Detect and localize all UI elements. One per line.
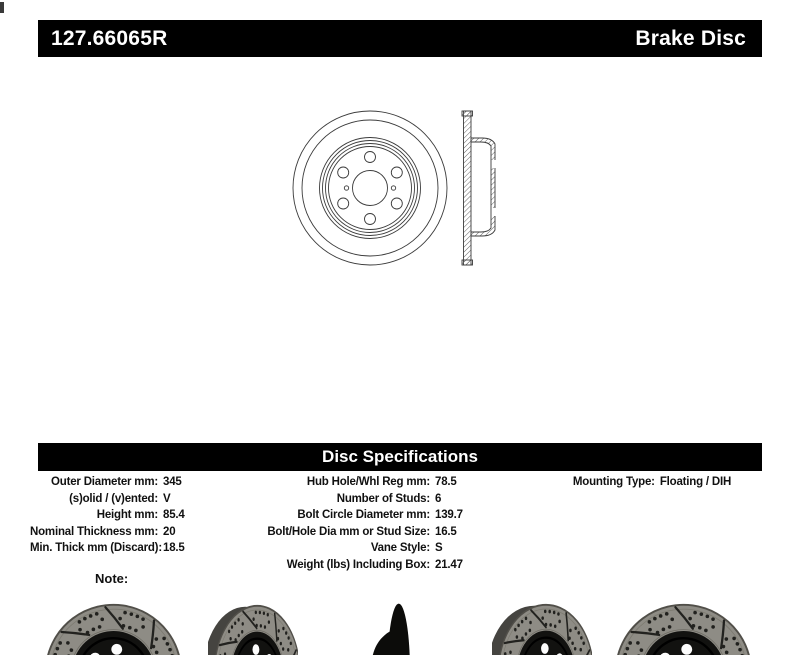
spec-column-middle	[250, 474, 463, 574]
rotor-photo-svg	[42, 601, 185, 655]
product-photo-three-quarter	[208, 602, 298, 655]
product-photo-side-profile	[345, 601, 423, 655]
technical-drawing	[286, 98, 524, 280]
spec-row: Nominal Thickness mm: 20	[30, 525, 176, 538]
spec-row: Bolt Circle Diameter mm: 139.7	[297, 509, 463, 522]
spec-row: Hub Hole/Whl Reg mm: 78.5	[306, 476, 457, 488]
spec-row: Vane Style: S	[370, 542, 443, 555]
technical-drawing-svg	[286, 98, 524, 280]
product-photo-front-left	[42, 601, 185, 655]
scan-edge-artifact	[0, 2, 4, 13]
spec-header-bar	[38, 443, 762, 471]
note-label: Note:	[95, 571, 129, 586]
spec-column-left	[30, 474, 185, 557]
spec-row: Height mm: 85.4	[96, 509, 185, 522]
rotor-photo-svg	[492, 601, 592, 655]
disc-front-view-drawing	[293, 111, 447, 265]
spec-row: Outer Diameter mm: 345	[51, 476, 182, 488]
rotor-photo-svg	[345, 601, 423, 655]
spec-row: Bolt/Hole Dia mm or Stud Size: 16.5	[267, 525, 457, 538]
header-bar	[38, 20, 762, 57]
spec-column-right	[540, 474, 764, 491]
product-photo-row	[0, 298, 800, 446]
spec-row: (s)olid / (v)ented: V	[69, 492, 171, 505]
rotor-photo-svg	[208, 602, 298, 655]
product-photo-front-right	[612, 601, 755, 655]
product-title: Brake Disc	[635, 26, 746, 50]
rotor-photo-svg	[612, 601, 755, 655]
part-number: 127.66065R	[51, 26, 168, 50]
spec-row: Weight (lbs) Including Box: 21.47	[286, 558, 463, 571]
spec-row: Number of Studs: 6	[336, 492, 442, 505]
product-photo-three-quarter-rear	[492, 601, 592, 655]
spec-header-title: Disc Specifications	[322, 447, 478, 466]
spec-row: Min. Thick mm (Discard): 18.5	[30, 542, 185, 555]
spec-row: Mounting Type: Floating / DIH	[572, 476, 732, 488]
disc-cross-section-drawing	[462, 111, 496, 265]
